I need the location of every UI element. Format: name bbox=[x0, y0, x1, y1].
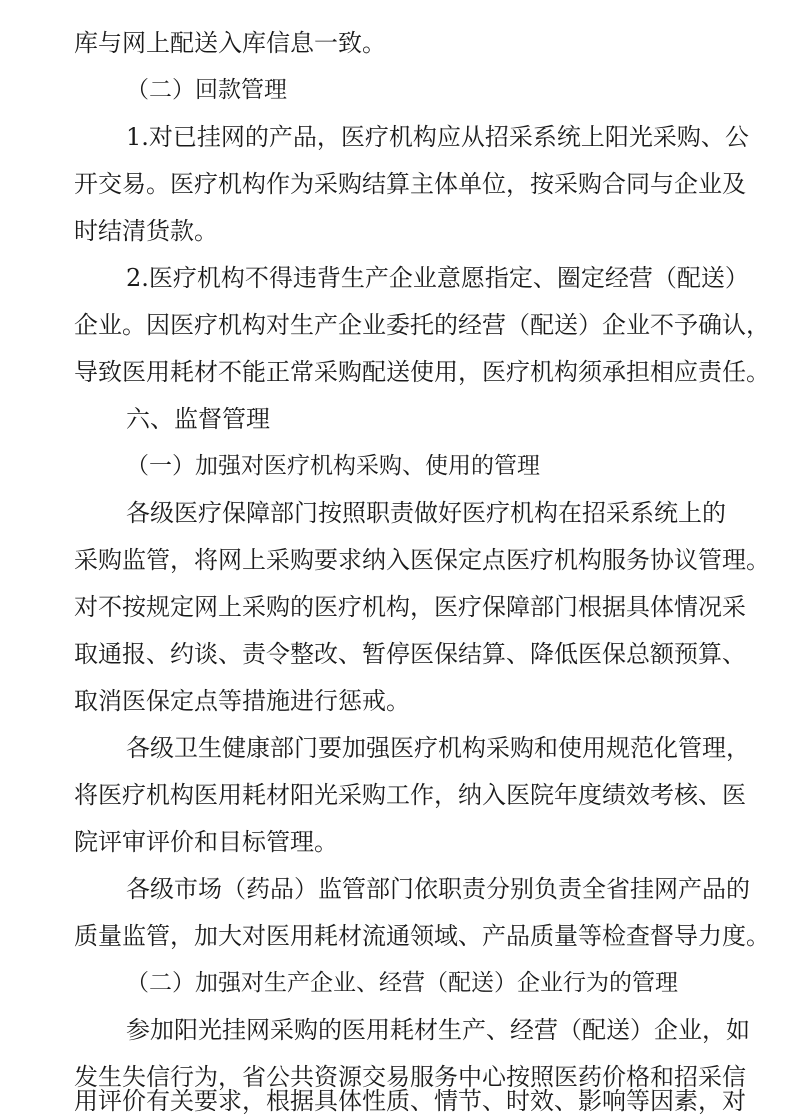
paragraph-line-6: 2.医疗机构不得违背生产企业意愿指定、圈定经营（配送） bbox=[126, 264, 749, 292]
paragraph-line-22: 参加阳光挂网采购的医用耗材生产、经营（配送）企业，如 bbox=[126, 1016, 750, 1044]
paragraph-line-7: 企业。因医疗机构对生产企业委托的经营（配送）企业不予确认， bbox=[74, 311, 770, 339]
paragraph-line-24: 用评价有关要求，根据具体性质、情节、时效、影响等因素，对 bbox=[74, 1087, 746, 1115]
paragraph-line-4: 开交易。医疗机构作为采购结算主体单位，按采购合同与企业及 bbox=[74, 170, 746, 198]
paragraph-line-15: 取消医保定点等措施进行惩戒。 bbox=[74, 687, 410, 715]
paragraph-line-16: 各级卫生健康部门要加强医疗机构采购和使用规范化管理， bbox=[126, 734, 750, 762]
paragraph-line-5: 时结清货款。 bbox=[74, 217, 218, 245]
paragraph-line-12: 采购监管，将网上采购要求纳入医保定点医疗机构服务协议管理。 bbox=[74, 546, 770, 574]
paragraph-line-14: 取通报、约谈、责令整改、暂停医保结算、降低医保总额预算、 bbox=[74, 640, 746, 668]
paragraph-line-18: 院评审评价和目标管理。 bbox=[74, 828, 338, 856]
section-heading-payment: （二）回款管理 bbox=[126, 77, 287, 103]
paragraph-line-17: 将医疗机构医用耗材阳光采购工作，纳入医院年度绩效考核、医 bbox=[74, 781, 746, 809]
paragraph-line-20: 质量监管，加大对医用耗材流通领域、产品质量等检查督导力度。 bbox=[74, 922, 770, 950]
paragraph-line-1: 库与网上配送入库信息一致。 bbox=[74, 29, 386, 57]
paragraph-line-13: 对不按规定网上采购的医疗机构，医疗保障部门根据具体情况采 bbox=[74, 593, 746, 621]
paragraph-line-19: 各级市场（药品）监管部门依职责分别负责全省挂网产品的 bbox=[126, 875, 750, 903]
chapter-heading-supervision: 六、监督管理 bbox=[126, 405, 270, 433]
paragraph-line-11: 各级医疗保障部门按照职责做好医疗机构在招采系统上的 bbox=[126, 499, 726, 527]
paragraph-line-23: 发生失信行为，省公共资源交易服务中心按照医药价格和招采信 bbox=[74, 1063, 746, 1091]
section-heading-medical-institutions: （一）加强对医疗机构采购、使用的管理 bbox=[126, 453, 540, 479]
paragraph-line-8: 导致医用耗材不能正常采购配送使用，医疗机构须承担相应责任。 bbox=[74, 358, 770, 386]
section-heading-enterprises: （二）加强对生产企业、经营（配送）企业行为的管理 bbox=[126, 970, 678, 996]
paragraph-line-3: 1.对已挂网的产品，医疗机构应从招采系统上阳光采购、公 bbox=[126, 123, 749, 151]
